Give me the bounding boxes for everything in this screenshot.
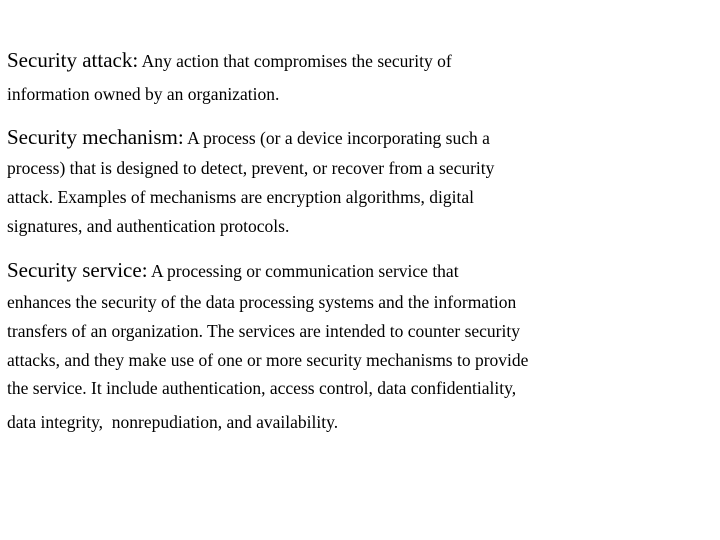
definition-attack-text-1: Any action that compromises the security of xyxy=(138,51,452,71)
definition-service-line-5: the service. It include authentication, access control, data confidentiality, xyxy=(7,378,517,398)
definition-mechanism-line-4: signatures, and authentication protocols. xyxy=(7,216,290,236)
term-security-attack: Security attack: xyxy=(7,48,139,72)
definition-service-line-1 xyxy=(7,259,459,282)
definition-service-line-6: data integrity, nonrepudiation, and availability. xyxy=(7,412,339,432)
definition-mechanism-text-1: A process (or a device incorporating such a xyxy=(183,128,490,148)
definition-mechanism-line-1 xyxy=(7,126,490,149)
term-security-service: Security service: xyxy=(7,258,148,282)
definition-service-line-3: transfers of an organization. The services are intended to counter security xyxy=(7,321,520,341)
term-security-mechanism: Security mechanism: xyxy=(7,125,184,149)
definition-mechanism-line-3: attack. Examples of mechanisms are encryption algorithms, digital xyxy=(7,187,475,207)
definition-service-line-2: enhances the security of the data processing systems and the information xyxy=(7,292,517,312)
definition-mechanism-line-2: process) that is designed to detect, prevent, or recover from a security xyxy=(7,158,495,178)
definition-service-line-4: attacks, and they make use of one or more security mechanisms to provide xyxy=(7,350,529,370)
definition-service-text-1: A processing or communication service that xyxy=(147,261,459,281)
definition-attack-line-1 xyxy=(7,49,452,72)
definition-attack-line-2: information owned by an organization. xyxy=(7,84,280,104)
